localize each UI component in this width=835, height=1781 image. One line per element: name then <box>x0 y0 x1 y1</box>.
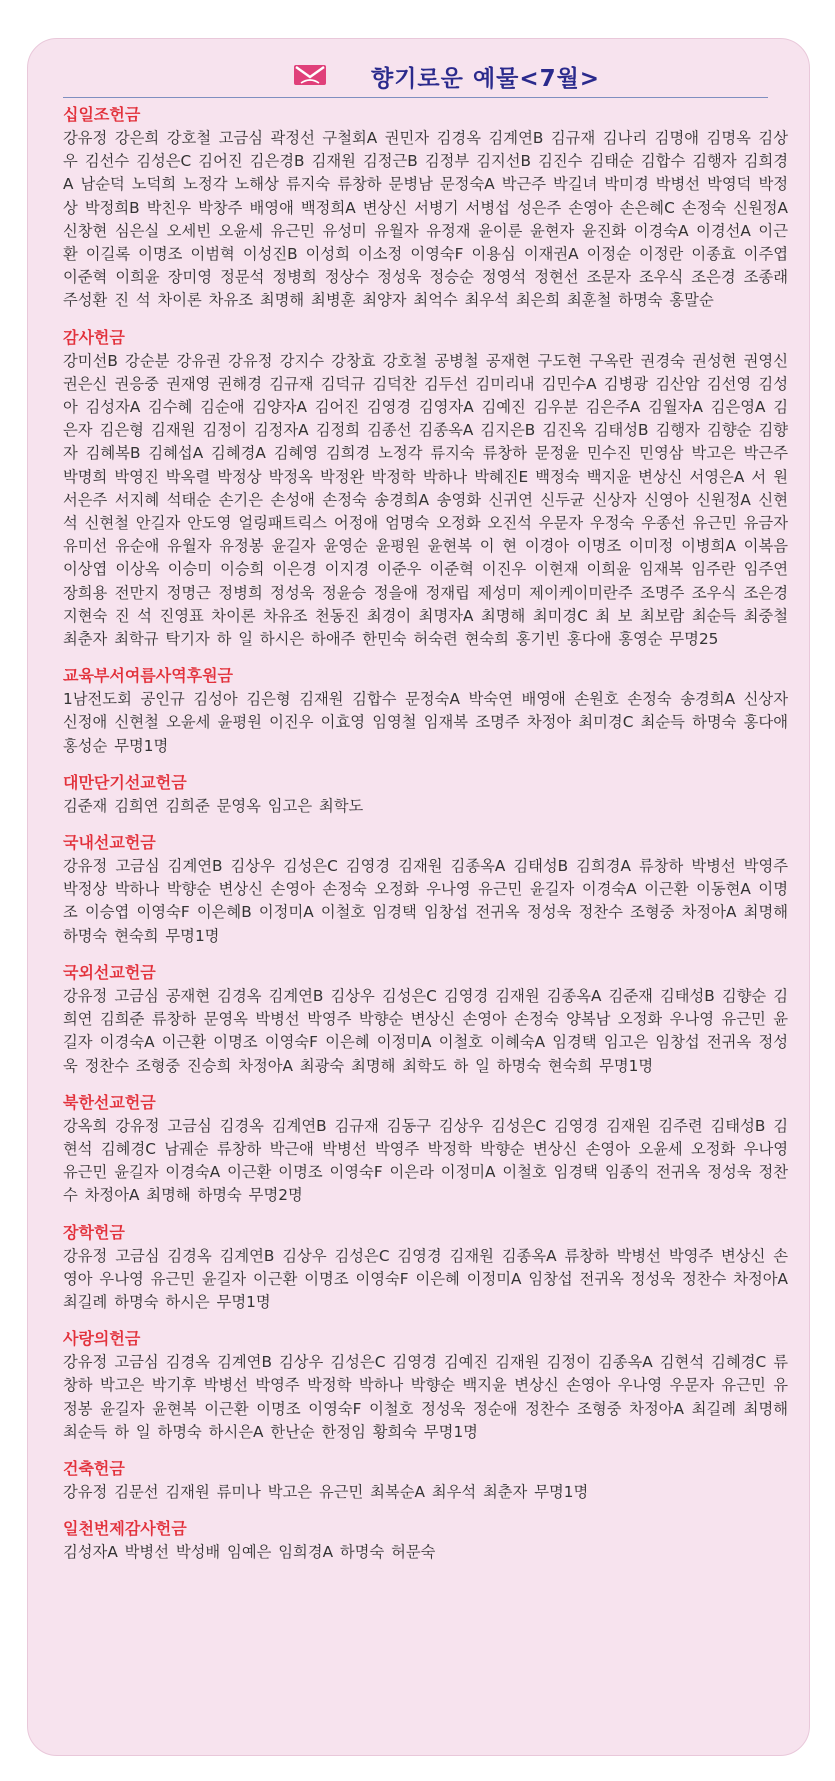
header <box>63 54 768 98</box>
title-divider <box>63 97 768 98</box>
section-summer-ministry <box>63 665 788 758</box>
donor-names: 김성자A 박병선 박성배 임예은 임희경A 하명숙 허문숙 <box>63 1543 436 1562</box>
envelope-icon <box>293 63 327 87</box>
section-love-offering <box>63 1328 788 1444</box>
section-title: 사랑의헌금 <box>63 1329 141 1349</box>
section-title: 교육부서여름사역후원금 <box>63 666 234 686</box>
page-title: 향기로운 예물<7월> <box>371 66 601 92</box>
section-domestic-mission <box>63 832 788 948</box>
donor-names: 강미선B 강순분 강유권 강유정 강지수 강창효 강호철 공병철 공재현 구도현 구옥란 권경숙 권성현 권영신 권은신 권응중 권재영 권해경 김규재 김덕규 김덕찬 김두선 김미리내 김민수A 김병광 김산암 김선영 김성아 김성자A 김수혜 김순애 김양자A 김어진 김영경 김영자A 김예진 김우분 김은주A 김월자A 김은영A 김은자 김은형 김재원 김정이 김정자A 김정희 김종선 김종옥A 김지은B 김진옥 김태성B 김행자 김향순 김향자 김혜복B 김혜섭A 김혜경A 김혜영 김희경 노정각 류지숙 류창하 문정윤 민수진 민영삼 박고은 박근주 박명희 박영진 박옥렬 박정상 박정옥 박정완 박정학 박하나 박혜진E 백정숙 백지윤 변상신 서영은A 서 원 서은주 서지혜 석태순 손기은 손성애 손정숙 송경희A 송영화 신귀연 신두균 신상자 신영아 신원정A 신현석 신현철 안길자 안도영 얼링패트릭스 어정애 엄명숙 오정화 오진석 우문자 우정숙 우종선 유근민 유금자 유미선 유순애 유월자 유정봉 윤길자 윤영순 윤평원 윤현복 이 현 이경아 이명조 이미정 이병희A 이복음 이상엽 이상옥 이승미 이승희 이은경 이지경 이준우 이준혁 이진우 이현재 이희윤 임재복 임주란 임주연 장희용 전만지 정명근 정병희 정성욱 정윤승 정을애 정재립 제성미 제이케이미란주 조명주 조우식 조은경 지현숙 진 석 진영표 차이론 차유조 천동진 최경이 최명자A 최명해 최미경C 최 보 최보람 최순득 최중철 최춘자 최학규 탁기자 하 일 하시은 하애주 한민숙 허숙련 현숙희 홍기빈 홍다애 홍영순 무명25 <box>63 351 788 649</box>
donor-names: 강유정 김문선 김재원 류미나 박고은 유근민 최복순A 최우석 최춘자 무명1명 <box>63 1482 589 1501</box>
section-north-korea-mission <box>63 1092 788 1208</box>
section-title: 장학헌금 <box>63 1222 125 1242</box>
donor-names: 1남전도회 공인규 김성아 김은형 김재원 김합수 문정숙A 박숙연 배영애 손원호 손정숙 송경희A 신상자 신정애 신현철 오윤세 윤평원 이진우 이효영 임영철 임재복 조명주 차정아 최미경C 최순득 하명숙 홍다애 홍성순 무명1명 <box>63 690 788 755</box>
section-thousand-offering <box>63 1518 788 1564</box>
section-title: 십일조헌금 <box>63 105 141 124</box>
section-thanksgiving <box>63 327 788 652</box>
donor-names: 강유정 고금심 김경옥 김계연B 김상우 김성은C 김영경 김재원 김종옥A 류창하 박병선 박영주 변상신 손영아 우나영 유근민 윤길자 이근환 이명조 이영숙F 이은혜 이정미A 임창섭 전귀옥 정성욱 정찬수 차정아A 최길례 하명숙 하시은 무명1명 <box>63 1246 788 1311</box>
donor-names: 김준재 김희연 김희준 문영옥 임고은 최학도 <box>63 796 364 815</box>
section-scholarship <box>63 1222 788 1315</box>
section-title: 국외선교헌금 <box>63 962 156 982</box>
offering-panel <box>27 38 810 1756</box>
section-title: 국내선교헌금 <box>63 833 156 853</box>
section-title: 북한선교헌금 <box>63 1092 156 1112</box>
section-title: 건축헌금 <box>63 1458 125 1478</box>
donor-names: 강옥희 강유정 고금심 김경옥 김계연B 김규재 김동구 김상우 김성은C 김영경 김재원 김주련 김태성B 김현석 김혜경C 남궤순 류창하 박근애 박병선 박영주 박정학 박향순 변상신 손영아 오윤세 오정화 우나영 유근민 윤길자 이경숙A 이근환 이명조 이영숙F 이은라 이정미A 이철호 임경택 임종익 전귀옥 정성욱 정찬수 차정아A 최명해 하명숙 무명2명 <box>63 1116 788 1205</box>
section-title: 대만단기선교헌금 <box>63 772 187 792</box>
section-title: 감사헌금 <box>63 327 125 347</box>
section-building <box>63 1458 788 1504</box>
donor-names: 강유정 고금심 김계연B 김상우 김성은C 김영경 김재원 김종옥A 김태성B 김희경A 류창하 박병선 박영주 박정상 박하나 박향순 변상신 손영아 손정숙 오정화 우나영 유근민 윤길자 이경숙A 이근환 이동현A 이명조 이승엽 이영숙F 이은혜B 이정미A 이철호 임경택 임창섭 전귀옥 정성욱 정찬수 조형중 차정아A 최명해 하명숙 현숙희 무명1명 <box>63 857 788 945</box>
donor-names: 강유정 고금심 김경옥 김계연B 김상우 김성은C 김영경 김예진 김재원 김정이 김종옥A 김현석 김혜경C 류창하 박고은 박기후 박병선 박영주 박정학 박하나 박향순 백지윤 변상신 손영아 우나영 우문자 유근민 유정봉 윤길자 윤현복 이근환 이명조 이영숙F 이철호 정성욱 정순애 정찬수 조형중 차정아A 최길례 최명해 최순득 하 일 하명숙 하시은A 한난순 한정임 황희숙 무명1명 <box>63 1353 788 1441</box>
section-title: 일천번제감사헌금 <box>63 1519 187 1539</box>
section-tithe <box>63 104 788 313</box>
donor-names: 강유정 강은희 강호철 고금심 곽정선 구철회A 권민자 김경옥 김계연B 김규재 김나리 김명애 김명옥 김상우 김선수 김성은C 김어진 김은경B 김재원 김정근B 김정부 김지선B 김진수 김태순 김합수 김행자 김희경A 남순덕 노덕희 노정각 노해상 류지숙 류창하 문병남 문정숙A 박근주 박길녀 박미경 박병선 박영덕 박정상 박정희B 박친우 박창주 배영애 백정희A 변상신 서병기 서병섭 성은주 손영아 손은혜C 손정숙 신원정A 신창현 심은실 오세빈 오윤세 유근민 유성미 유월자 유정재 윤이룬 윤현자 윤진화 이경숙A 이경선A 이근환 이길록 이명조 이범혁 이성진B 이성희 이소정 이영숙F 이용심 이재권A 이정순 이정란 이종효 이주엽 이준혁 이희윤 장미영 정문석 정병희 정상수 정성욱 정승순 정영석 정현선 조문자 조우식 조은경 조종래 주성환 진 석 차이론 차유조 최명해 최병훈 최양자 최억수 최우석 최은희 최훈철 하명숙 홍말순 <box>63 129 788 310</box>
donor-names: 강유정 고금심 공재현 김경옥 김계연B 김상우 김성은C 김영경 김재원 김종옥A 김준재 김태성B 김향순 김희연 김희준 류창하 문영옥 박병선 박영주 박향순 변상신 손영아 손정숙 양복남 오정화 우나영 유근민 윤길자 이경숙A 이근환 이명조 이영숙F 이은혜 이정미A 이철호 이혜숙A 임경택 임고은 임창섭 전귀옥 정성욱 정찬수 조형중 진승희 차정아A 최광숙 최명해 최학도 하 일 하명숙 현숙희 무명1명 <box>63 986 788 1075</box>
section-taiwan-mission <box>63 772 788 818</box>
content <box>63 104 788 1564</box>
section-overseas-mission <box>63 962 788 1078</box>
